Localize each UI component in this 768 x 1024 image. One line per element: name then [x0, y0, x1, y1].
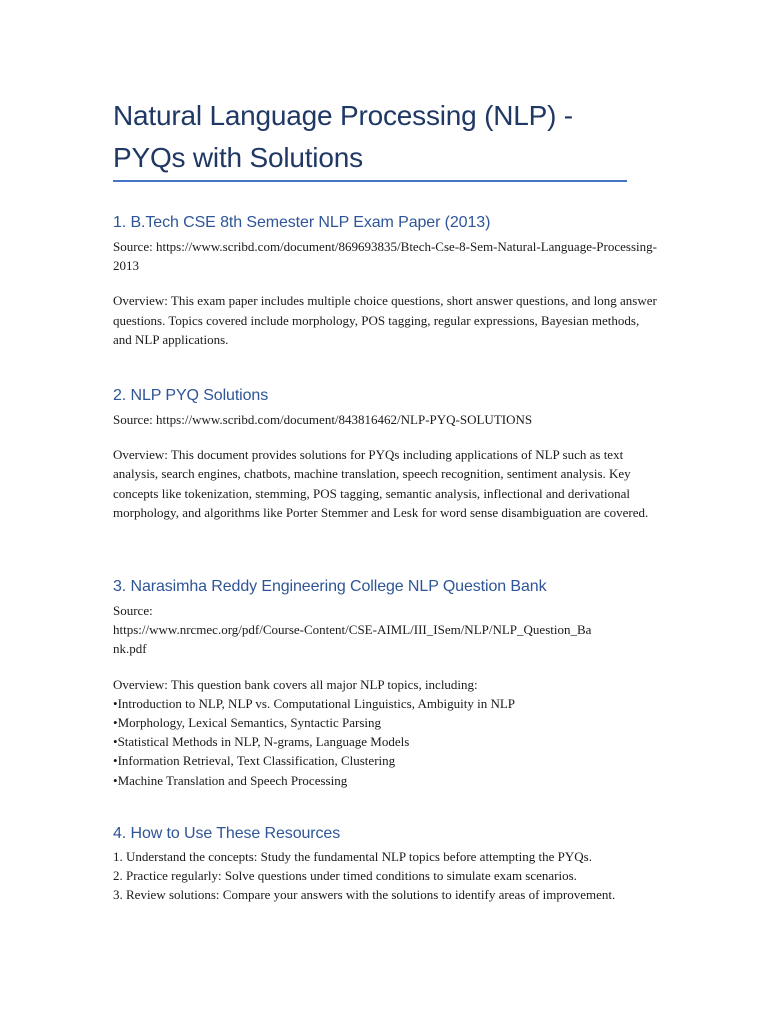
list-item: • Introduction to NLP, NLP vs. Computational Linguistics, Ambiguity in NLP	[113, 694, 658, 713]
section-2-source: Source: https://www.scribd.com/document/843816462/NLP-PYQ-SOLUTIONS	[113, 412, 533, 427]
section-3	[113, 576, 658, 790]
section-4	[113, 823, 658, 905]
list-item: • Morphology, Lexical Semantics, Syntactic Parsing	[113, 713, 658, 732]
section-1-source: Source: https://www.scribd.com/document/869693835/Btech-Cse-8-Sem-Natural-Language-Processing-2013	[113, 239, 657, 274]
step-item: 1. Understand the concepts: Study the fundamental NLP topics before attempting the PYQs.	[113, 849, 592, 864]
section-1-overview: Overview: This exam paper includes multiple choice questions, short answer questions, and long answer questions. Topics covered include morphology, POS tagging, regular expressions, Bayesian methods, and NLP applications.	[113, 293, 657, 347]
list-item: • Machine Translation and Speech Processing	[113, 771, 658, 790]
section-2-overview: Overview: This document provides solutions for PYQs including applications of NLP such as text analysis, search engines, chatbots, machine translation, speech recognition, sentiment analysis. Key concepts like tokenization, stemming, POS tagging, semantic analysis, inflectional and derivational morphology, and algorithms like Porter Stemmer and Lesk for word sense disambiguation are covered.	[113, 447, 649, 520]
title-divider	[113, 180, 627, 182]
section-4-heading: 4. How to Use These Resources	[113, 825, 341, 842]
section-2	[113, 385, 658, 522]
section-3-source-label: Source:	[113, 603, 153, 618]
topic-list	[113, 694, 658, 790]
section-1	[113, 212, 658, 349]
section-3-overview: Overview: This question bank covers all major NLP topics, including:	[113, 676, 478, 692]
section-3-heading: 3. Narasimha Reddy Engineering College NLP Question Bank	[113, 578, 547, 595]
page-title: Natural Language Processing (NLP) - PYQs with Solutions	[113, 100, 573, 173]
list-item: • Statistical Methods in NLP, N-grams, Language Models	[113, 732, 658, 751]
step-item: 3. Review solutions: Compare your answers with the solutions to identify areas of improvement.	[113, 887, 616, 903]
section-1-heading: 1. B.Tech CSE 8th Semester NLP Exam Paper (2013)	[113, 214, 491, 231]
step-item: 2. Practice regularly: Solve questions under timed conditions to simulate exam scenarios.	[113, 868, 577, 884]
section-3-source-url-line1: https://www.nrcmec.org/pdf/Course-Content/CSE-AIML/III_ISem/NLP/NLP_Question_Ba	[113, 622, 592, 638]
section-2-heading: 2. NLP PYQ Solutions	[113, 387, 269, 404]
list-item: • Information Retrieval, Text Classification, Clustering	[113, 751, 658, 770]
section-3-source-url-line2: nk.pdf	[113, 641, 147, 657]
